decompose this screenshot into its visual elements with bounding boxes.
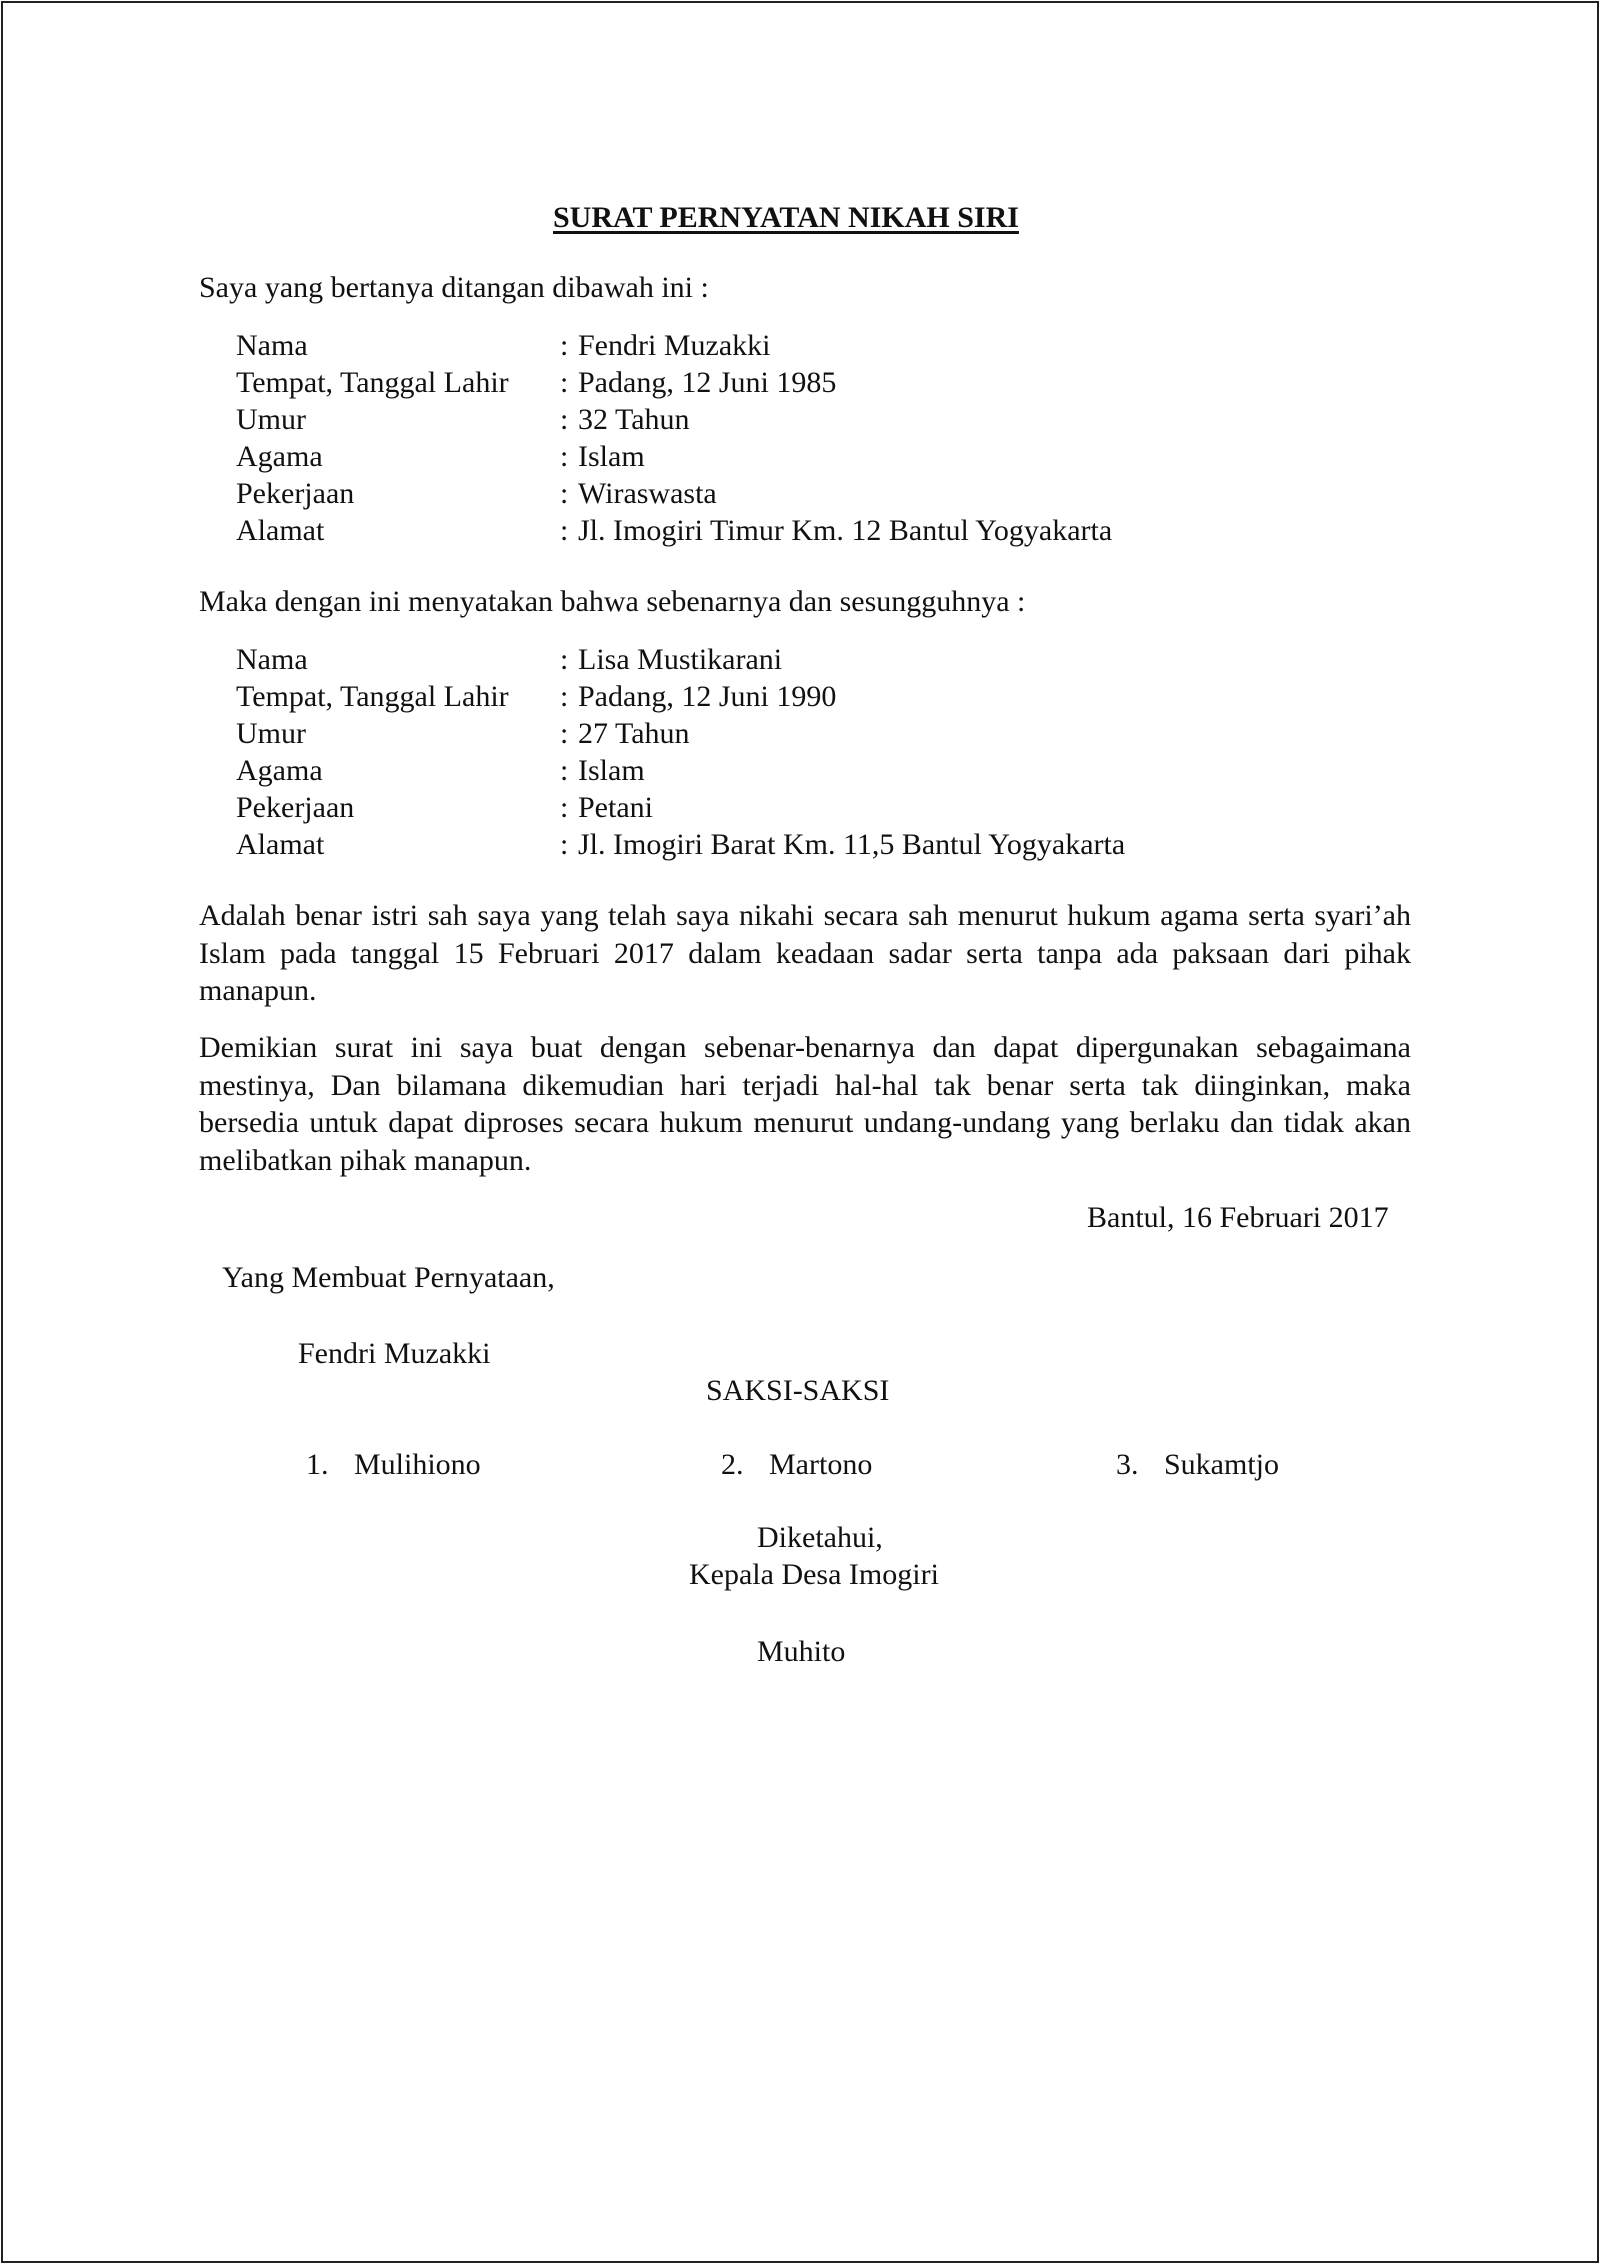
person1-identity-table [236, 327, 1236, 549]
identity-row [236, 512, 1236, 549]
witness-number: 3. [1116, 1448, 1139, 1481]
statement-intro: Maka dengan ini menyatakan bahwa sebenarnya dan sesungguhnya : [199, 585, 1026, 618]
identity-separator: : [560, 329, 569, 362]
identity-row [236, 789, 1236, 826]
identity-row [236, 327, 1236, 364]
identity-value: 27 Tahun [578, 717, 690, 750]
identity-separator: : [560, 754, 569, 787]
identity-row [236, 401, 1236, 438]
witness-name: Martono [769, 1448, 873, 1481]
identity-row [236, 678, 1236, 715]
identity-separator: : [560, 680, 569, 713]
identity-separator: : [560, 366, 569, 399]
identity-value: Lisa Mustikarani [578, 643, 783, 676]
acknowledged-name: Muhito [757, 1635, 846, 1668]
identity-separator: : [560, 403, 569, 436]
identity-row [236, 715, 1236, 752]
identity-label: Tempat, Tanggal Lahir [236, 680, 509, 713]
witnesses-heading: SAKSI-SAKSI [706, 1374, 890, 1407]
identity-separator: : [560, 643, 569, 676]
identity-value: Jl. Imogiri Barat Km. 11,5 Bantul Yogyakarta [578, 828, 1126, 861]
identity-label: Pekerjaan [236, 791, 355, 824]
identity-row [236, 438, 1236, 475]
identity-label: Alamat [236, 828, 325, 861]
identity-value: Fendri Muzakki [578, 329, 771, 362]
identity-value: Padang, 12 Juni 1985 [578, 366, 837, 399]
place-date: Bantul, 16 Februari 2017 [1087, 1201, 1389, 1234]
closing-paragraph: Demikian surat ini saya buat dengan sebenar-benarnya dan dapat dipergunakan sebagaimana mestinya, Dan bilamana dikemudian hari terjadi hal-hal tak benar serta tak diinginkan, maka bersedia untuk dapat diproses secara hukum menurut undang-undang yang berlaku dan tidak akan melibatkan pihak manapun. [199, 1031, 1411, 1177]
identity-row [236, 475, 1236, 512]
identity-value: Islam [578, 440, 645, 473]
witness-item [306, 1446, 481, 1483]
identity-value: Islam [578, 754, 645, 787]
identity-row [236, 641, 1236, 678]
identity-separator: : [560, 828, 569, 861]
document-title: SURAT PERNYATAN NIKAH SIRI [553, 201, 1019, 234]
witness-name: Mulihiono [354, 1448, 481, 1481]
identity-label: Alamat [236, 514, 325, 547]
person2-identity-table [236, 641, 1236, 863]
identity-label: Pekerjaan [236, 477, 355, 510]
identity-separator: : [560, 477, 569, 510]
identity-value: Jl. Imogiri Timur Km. 12 Bantul Yogyakarta [578, 514, 1113, 547]
identity-separator: : [560, 440, 569, 473]
identity-separator: : [560, 514, 569, 547]
identity-separator: : [560, 791, 569, 824]
witness-item [1116, 1446, 1279, 1483]
identity-label: Nama [236, 329, 308, 362]
identity-row [236, 752, 1236, 789]
marriage-statement-paragraph: Adalah benar istri sah saya yang telah saya nikahi secara sah menurut hukum agama serta syari’ah Islam pada tanggal 15 Februari 2017 dalam keadaan sadar serta tanpa ada paksaan dari pihak manapun. [199, 899, 1411, 1007]
witness-item [721, 1446, 872, 1483]
intro-text: Saya yang bertanya ditangan dibawah ini : [199, 271, 709, 304]
acknowledged-label: Diketahui, [757, 1521, 883, 1554]
signer-label: Yang Membuat Pernyataan, [222, 1261, 555, 1294]
identity-row [236, 826, 1236, 863]
document-page [1, 1, 1599, 2263]
identity-label: Tempat, Tanggal Lahir [236, 366, 509, 399]
witness-number: 2. [721, 1448, 744, 1481]
identity-value: Wiraswasta [578, 477, 717, 510]
identity-row [236, 364, 1236, 401]
identity-value: Petani [578, 791, 653, 824]
witness-name: Sukamtjo [1164, 1448, 1280, 1481]
signer-name: Fendri Muzakki [298, 1337, 491, 1370]
identity-value: Padang, 12 Juni 1990 [578, 680, 837, 713]
identity-label: Agama [236, 440, 323, 473]
identity-label: Agama [236, 754, 323, 787]
identity-value: 32 Tahun [578, 403, 690, 436]
identity-label: Umur [236, 403, 306, 436]
identity-separator: : [560, 717, 569, 750]
identity-label: Nama [236, 643, 308, 676]
acknowledged-title: Kepala Desa Imogiri [689, 1558, 939, 1591]
witness-number: 1. [306, 1448, 329, 1481]
identity-label: Umur [236, 717, 306, 750]
